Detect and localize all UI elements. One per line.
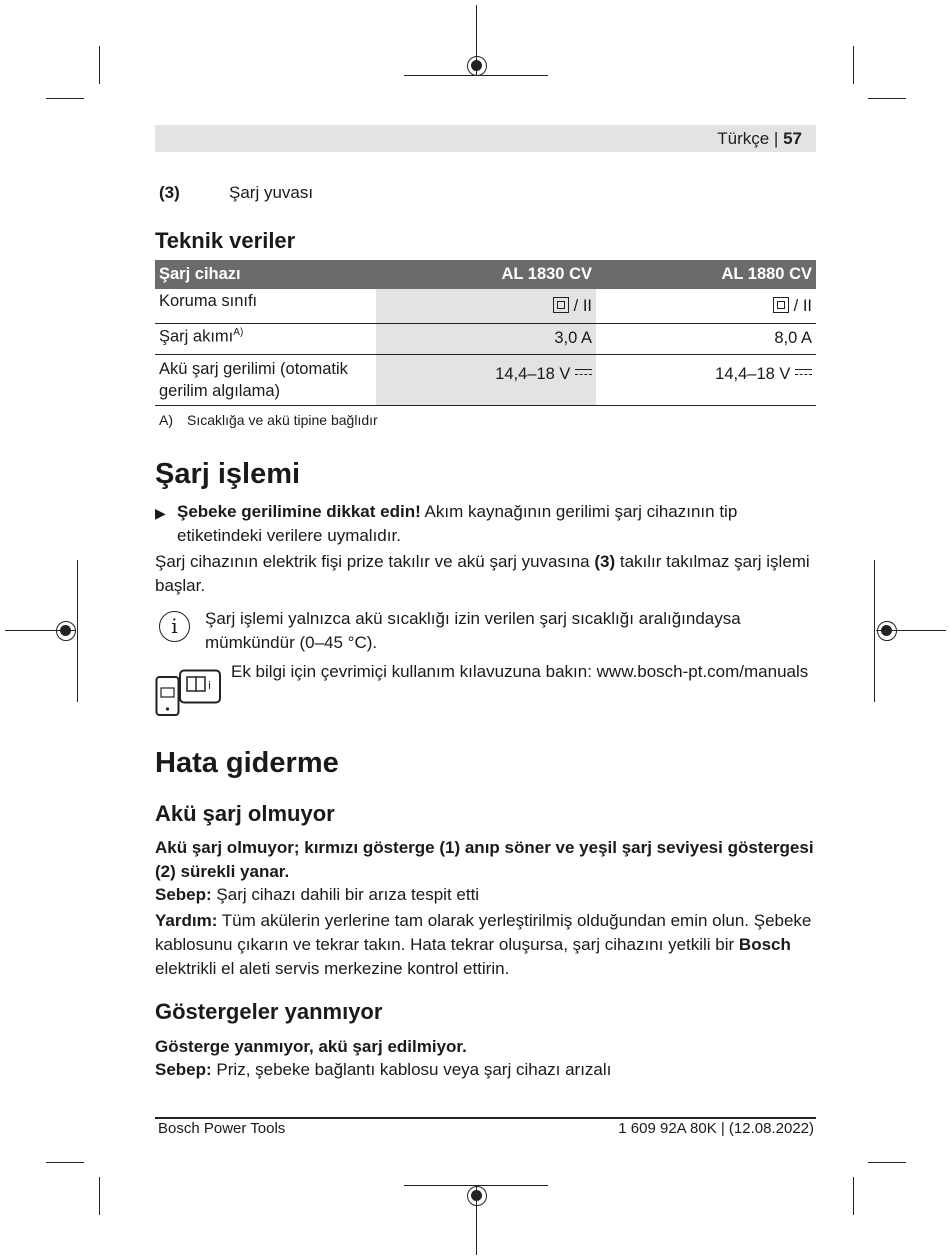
symptom-text: Akü şarj olmuyor; kırmızı gösterge (1) anıp söner ve yeşil şarj seviyesi göstergesi (2) sürekli yanar.: [155, 838, 814, 881]
troubleshooting-heading: Hata giderme: [155, 747, 339, 779]
info-icon: i: [159, 611, 190, 642]
table-cell: / II: [376, 289, 596, 323]
row-label: Koruma sınıfı: [155, 289, 376, 323]
footer-rule: [155, 1117, 816, 1119]
registration-mark-left: [56, 621, 76, 641]
svg-text:i: i: [208, 679, 212, 692]
warning-text: Şebeke gerilimine dikkat edin! Akım kaynağının gerilimi şarj cihazının tip etiketindeki verilere uymalıdır.: [177, 502, 738, 545]
header-separator: |: [769, 129, 784, 148]
parts-item-ref: (3): [159, 183, 180, 202]
table-cell: 3,0 A: [376, 323, 596, 354]
table-cell: 8,0 A: [596, 323, 816, 354]
cause-text: Sebep: Şarj cihazı dahili bir arıza tespit etti: [155, 885, 480, 904]
table-cell: 14,4–18 V: [596, 354, 816, 405]
crop-mark: [874, 560, 875, 702]
table-row: [155, 354, 816, 405]
crop-mark: [46, 98, 84, 99]
online-manual-note: Ek bilgi için çevrimiçi kullanım kılavuzuna bakın: www.bosch-pt.com/manuals: [231, 662, 809, 681]
column-header: AL 1830 CV: [376, 260, 596, 289]
symptom-text: Gösterge yanmıyor, akü şarj edilmiyor.: [155, 1037, 467, 1056]
crop-mark: [868, 1162, 906, 1163]
crop-mark: [868, 98, 906, 99]
table-row: [155, 323, 816, 354]
crop-mark: [77, 560, 78, 702]
registration-mark-right: [877, 621, 897, 641]
protection-class-icon: [553, 297, 569, 313]
footer-document-id: 1 609 92A 80K | (12.08.2022): [618, 1120, 814, 1137]
footer-publisher: Bosch Power Tools: [158, 1120, 286, 1137]
warning-bullet-icon: ▶: [155, 505, 166, 521]
header-language: Türkçe: [717, 129, 770, 148]
page-number: 57: [783, 129, 802, 148]
technical-data-heading: Teknik veriler: [155, 228, 296, 253]
row-label: Şarj akımı$^{A)}$: [155, 323, 376, 354]
cause-text: Sebep: Priz, şebeke bağlantı kablosu veya şarj cihazı arızalı: [155, 1060, 612, 1079]
charging-paragraph: Şarj cihazının elektrik fişi prize takılır ve akü şarj yuvasına (3) takılır takılmaz şarj işlemi başlar.: [155, 552, 810, 595]
parts-item-label: Şarj yuvası: [229, 183, 314, 202]
crop-mark: [853, 46, 854, 84]
table-footnote: A) Sıcaklığa ve akü tipine bağlıdır: [159, 412, 378, 428]
table-header-row: [155, 260, 816, 289]
row-label: Akü şarj gerilimi (otomatik gerilim algılama): [155, 354, 376, 405]
table-cell: 14,4–18 V: [376, 354, 596, 405]
info-note: Şarj işlemi yalnızca akü sıcaklığı izin verilen şarj sıcaklığı aralığındaysa mümkündür (0–45 °C).: [205, 609, 741, 652]
charging-heading: Şarj işlemi: [155, 458, 301, 490]
section-heading: Akü şarj olmuyor: [155, 801, 335, 826]
crop-mark: [853, 1177, 854, 1215]
table-cell: / II: [596, 289, 816, 323]
help-text: Yardım: Tüm akülerin yerlerine tam olarak yerleştirilmiş olduğundan emin olun. Şebeke kablosunu çıkarın ve tekrar takın. Hata tekrar oluşursa, şarj cihazını yetkili bir Bosch elektrikli el aleti servis merkezine kontrol ettirin.: [155, 911, 812, 978]
footnote-marker: A): [233, 326, 244, 338]
online-manual-icon: [155, 669, 223, 717]
protection-class-icon: [773, 297, 789, 313]
registration-mark-top: [467, 56, 487, 76]
section-heading: Göstergeler yanmıyor: [155, 999, 383, 1024]
crop-mark: [99, 46, 100, 84]
registration-mark-bottom: [467, 1186, 487, 1206]
dc-symbol-icon: [795, 369, 812, 378]
technical-data-table: [155, 260, 816, 406]
crop-mark: [99, 1177, 100, 1215]
page-header: [155, 125, 816, 152]
header-text: [717, 129, 802, 149]
table-row: [155, 289, 816, 323]
dc-symbol-icon: [575, 369, 592, 378]
column-header: Şarj cihazı: [155, 260, 376, 289]
crop-mark: [46, 1162, 84, 1163]
column-header: AL 1880 CV: [596, 260, 816, 289]
